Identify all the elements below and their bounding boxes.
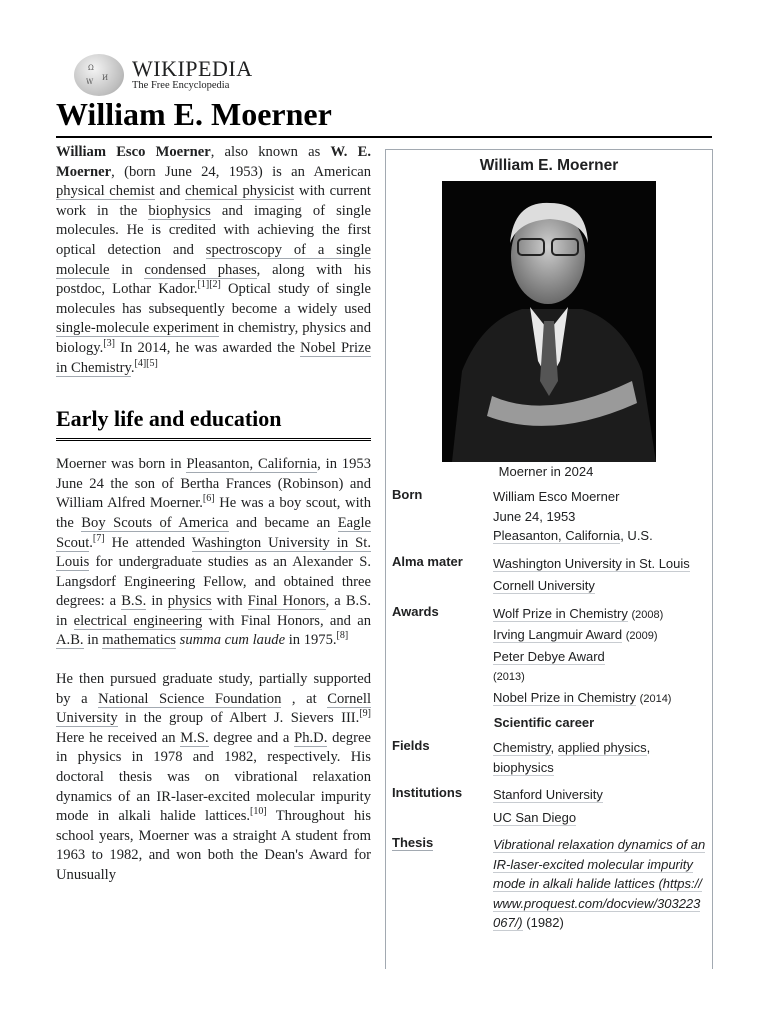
text: He was a boy scout, with the — [56, 495, 371, 531]
award-link[interactable]: Irving Langmuir Award — [493, 627, 623, 642]
wikipedia-logo[interactable] — [74, 54, 253, 96]
institution-link[interactable]: UC San Diego — [493, 809, 577, 825]
article-link[interactable]: A.B. — [56, 632, 84, 649]
text: with Final Honors, and an — [202, 612, 372, 629]
early-life-paragraph-1 — [56, 455, 371, 651]
fields-label: Fields — [392, 738, 430, 753]
bold-text: William Esco Moerner — [56, 144, 211, 160]
infobox-row-institutions — [386, 785, 712, 827]
field-link[interactable]: applied physics — [557, 740, 647, 755]
article-link[interactable]: Cornell University — [56, 690, 371, 727]
article-link[interactable]: single-molecule experiment — [56, 320, 219, 337]
article-link[interactable]: M.S. — [180, 729, 209, 746]
text: Moerner was born in — [56, 456, 187, 473]
separator: , — [550, 740, 558, 755]
text: with — [211, 593, 248, 610]
text: , in 1953 June 24 the son of Bertha Frances (Robinson) and William Alfred Moerner. — [56, 456, 371, 512]
text: in — [146, 593, 168, 610]
text: , (born June 24, 1953) is an American — [111, 163, 371, 180]
born-date: June 24, 1953 — [493, 508, 576, 524]
citation-link[interactable]: [9] — [359, 708, 371, 720]
text: with current work in the — [56, 183, 371, 219]
text: in — [109, 261, 145, 278]
title-divider — [56, 136, 712, 138]
article-link[interactable]: spectroscopy of a single molecule — [56, 241, 371, 278]
thesis-link[interactable]: Vibrational relaxation dynamics of an IR-laser-excited molecular impurity mode in alkali halide lattices (https://www.proquest.com/docview/303223067/) — [493, 837, 706, 930]
text: in chemistry, physics and biology. — [56, 320, 372, 356]
text: and — [154, 183, 186, 200]
wikipedia-globe-icon: Ω И W — [74, 54, 124, 96]
separator: , — [646, 740, 651, 755]
alma-link-washu[interactable]: Washington University in St. Louis — [493, 555, 690, 571]
intro-paragraph — [56, 143, 371, 378]
article-link[interactable]: Final Honors — [247, 593, 326, 610]
text: and imaging of single molecules. He is credited with achieving the first optical detection and — [56, 202, 371, 258]
infobox-row-thesis — [386, 835, 712, 933]
text: . — [130, 359, 135, 376]
award-link[interactable]: Wolf Prize in Chemistry — [493, 605, 628, 621]
text: , also known as — [210, 144, 331, 160]
institutions-label: Institutions — [392, 785, 463, 800]
citation-link[interactable]: [10] — [250, 806, 267, 818]
text: He attended — [104, 534, 192, 551]
award-year: (2009) — [625, 630, 658, 642]
text: , along with his postdoc, Lothar Kador. — [56, 261, 372, 298]
article-link[interactable]: physical chemist — [56, 183, 155, 200]
article-link[interactable]: physics — [167, 593, 212, 610]
infobox-row-fields — [386, 738, 712, 777]
article-link[interactable]: Nobel Prize in Chemistry — [56, 339, 371, 376]
article-link[interactable]: Boy Scouts of America — [81, 514, 229, 531]
alma-mater-label: Alma mater — [392, 553, 463, 569]
italic-text: summa cum laude — [179, 632, 286, 649]
awards-label: Awards — [392, 603, 439, 619]
infobox — [385, 149, 713, 969]
award-year: (2014) — [639, 692, 672, 705]
text: degree and a — [208, 729, 295, 746]
text: Optical study of single molecules has subsequently become a widely used — [56, 281, 371, 317]
portrait-photo[interactable] — [442, 181, 656, 462]
wordmark: WIKIPEDIA — [132, 56, 253, 81]
text: degree in physics in 1978 and 1982, respectively. His doctoral thesis was on vibrational relaxation dynamics of an IR-laser-excited molecular impurity mode in alkali halide lattices. — [56, 729, 371, 825]
institution-link[interactable]: Stanford University — [493, 787, 603, 802]
field-link[interactable]: biophysics — [493, 759, 554, 775]
article-link[interactable]: biophysics — [148, 202, 211, 219]
article-link[interactable]: Washington University in St. Louis — [56, 534, 371, 571]
tagline: The Free Encyclopedia — [132, 80, 230, 91]
citation-link[interactable]: [3] — [103, 338, 115, 350]
award-year: (2013) — [493, 671, 525, 683]
citation-link[interactable]: [8] — [336, 630, 349, 642]
article-link[interactable]: Eagle Scout — [56, 514, 371, 551]
text: , a B.S. in — [56, 593, 371, 629]
thesis-year: (1982) — [526, 915, 564, 930]
early-life-paragraph-2 — [56, 670, 371, 886]
born-country: , U.S. — [620, 528, 653, 543]
field-link[interactable]: Chemistry — [493, 740, 551, 755]
article-link[interactable]: electrical engineering — [73, 612, 203, 629]
award-link[interactable]: Peter Debye Award — [493, 648, 605, 664]
article-link[interactable]: condensed phases — [144, 261, 257, 278]
citation-link[interactable]: [4][5] — [134, 357, 158, 369]
born-name: William Esco Moerner — [493, 489, 620, 504]
page-title: William E. Moerner — [56, 96, 332, 132]
article-link[interactable]: chemical physicist — [185, 183, 295, 200]
text: and became an — [228, 514, 338, 531]
section-heading-early-life: Early life and education — [56, 406, 371, 441]
infobox-row-born — [386, 487, 712, 546]
award-link[interactable]: Nobel Prize in Chemistry — [493, 689, 637, 705]
text: , at — [281, 690, 328, 707]
alma-link-cornell[interactable]: Cornell University — [493, 578, 595, 593]
photo-caption: Moerner in 2024 — [498, 464, 594, 479]
infobox-title: William E. Moerner — [479, 157, 619, 174]
text: In 2014, he was awarded the — [114, 339, 301, 356]
text: Throughout his school years, Moerner was a straight A student from 1963 to 1982, and won both the Dean's Award for Unusually — [56, 808, 371, 883]
text: for undergraduate studies as an Alexander S. Langsdorf Engineering Fellow, and obtained three degrees: a — [56, 554, 371, 610]
text: in — [83, 632, 103, 649]
citation-link[interactable]: [6] — [202, 493, 215, 505]
article-body — [56, 143, 371, 905]
award-year: (2008) — [631, 608, 664, 621]
article-link[interactable]: B.S. — [121, 593, 147, 610]
born-place-link[interactable]: Pleasanton, California — [493, 528, 621, 543]
text: in 1975. — [285, 632, 337, 649]
article-link[interactable]: National Science Foundation — [98, 690, 282, 707]
text: . — [89, 534, 93, 551]
bold-text: W. E. Moerner — [56, 144, 371, 180]
text: in the group of Albert J. Sievers III. — [117, 710, 360, 727]
article-link[interactable]: Pleasanton, California — [186, 456, 318, 473]
thesis-label-link[interactable]: Thesis — [392, 835, 434, 850]
citation-link[interactable]: [1][2] — [197, 279, 221, 291]
scientific-career-header: Scientific career — [493, 715, 595, 730]
citation-link[interactable]: [7] — [92, 532, 105, 544]
text: He then pursued graduate study, partially supported by a — [56, 671, 371, 707]
article-link[interactable]: mathematics — [102, 632, 176, 649]
born-label: Born — [392, 487, 423, 502]
infobox-row-awards — [386, 604, 712, 710]
article-link[interactable]: Ph.D. — [294, 729, 328, 746]
text: Here he received an — [56, 729, 181, 746]
infobox-row-alma-mater — [386, 554, 712, 596]
